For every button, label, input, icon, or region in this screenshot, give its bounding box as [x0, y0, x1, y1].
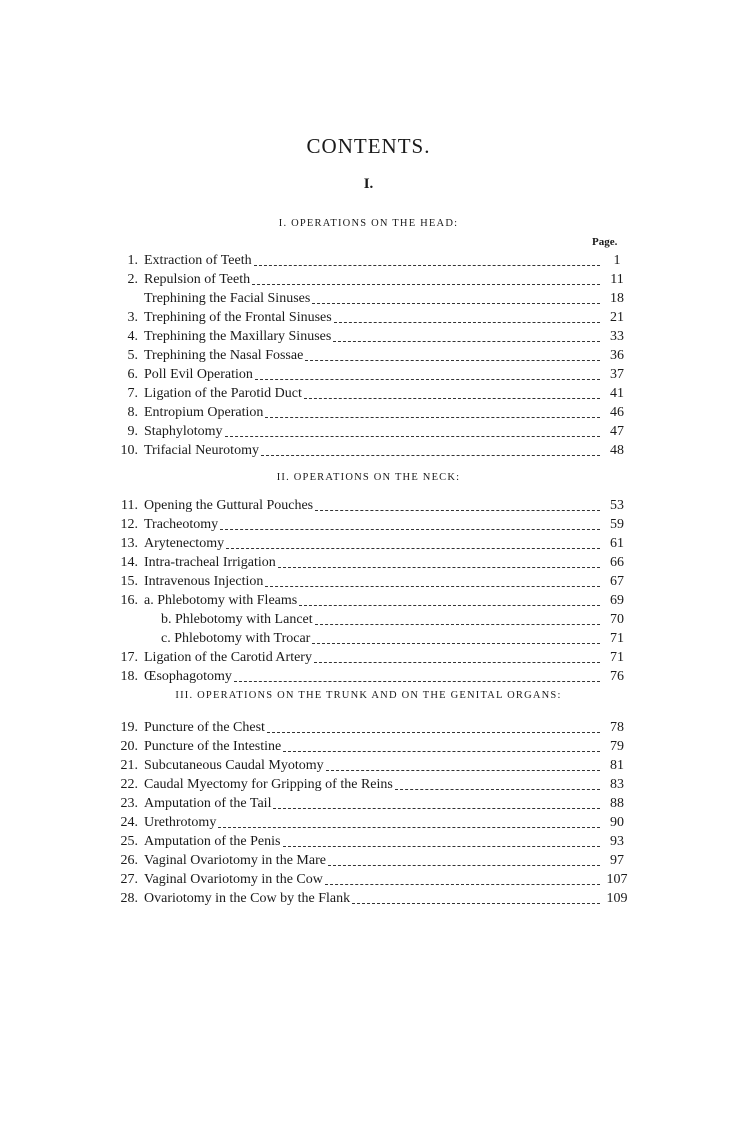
dot-leader — [334, 321, 600, 323]
entry-title: c. Phlebotomy with Trocar — [161, 631, 311, 646]
entry-title: Vaginal Ovariotomy in the Mare — [144, 853, 326, 868]
dot-leader — [261, 454, 600, 456]
entry-page: 97 — [610, 853, 624, 868]
entry-title: Arytenectomy — [144, 536, 225, 551]
entry-page: 93 — [610, 834, 624, 849]
entry-page: 81 — [610, 758, 624, 773]
entry-title: Tracheotomy — [144, 517, 219, 532]
entry-title: Extraction of Teeth — [144, 253, 252, 268]
toc-entry — [100, 667, 630, 686]
toc-entry — [100, 648, 630, 667]
entry-title: Subcutaneous Caudal Myotomy — [144, 758, 324, 773]
toc-entry — [100, 365, 630, 384]
page-title: CONTENTS. — [306, 134, 431, 158]
dot-leader — [255, 378, 600, 380]
entry-page: 48 — [610, 443, 624, 458]
entry-number: 6. — [127, 367, 138, 382]
dot-leader — [273, 807, 600, 809]
entry-page: 21 — [610, 310, 624, 325]
toc-entry — [100, 629, 630, 648]
entry-title: Ovariotomy in the Cow by the Flank — [144, 891, 351, 906]
entry-page: 90 — [610, 815, 624, 830]
dot-leader — [267, 731, 600, 733]
dot-leader — [254, 264, 600, 266]
dot-leader — [395, 788, 600, 790]
entry-page: 11 — [610, 272, 624, 287]
entry-number: 23. — [120, 796, 138, 811]
entry-title: Trephining the Nasal Fossae — [144, 348, 304, 363]
dot-leader — [234, 680, 600, 682]
dot-leader — [328, 864, 600, 866]
dot-leader — [265, 416, 600, 418]
entry-page: 78 — [610, 720, 624, 735]
entry-title: Intravenous Injection — [144, 574, 264, 589]
entry-title: Trifacial Neurotomy — [144, 443, 259, 458]
entry-page: 88 — [610, 796, 624, 811]
entry-page: 79 — [610, 739, 624, 754]
entry-page: 18 — [610, 291, 624, 306]
entry-number: 24. — [120, 815, 138, 830]
dot-leader — [225, 435, 600, 437]
entry-title: a. Phlebotomy with Fleams — [144, 593, 298, 608]
entry-number: 15. — [120, 574, 138, 589]
entry-title: Ligation of the Parotid Duct — [144, 386, 302, 401]
toc-entry — [100, 384, 630, 403]
entry-page: 83 — [610, 777, 624, 792]
entry-number: 12. — [120, 517, 138, 532]
dot-leader — [304, 397, 600, 399]
entry-title: Trephining the Maxillary Sinuses — [144, 329, 332, 344]
entry-title: Repulsion of Teeth — [144, 272, 251, 287]
entry-page: 109 — [606, 891, 628, 906]
entry-page: 33 — [610, 329, 624, 344]
entry-number: 11. — [121, 498, 138, 513]
entry-page: 66 — [610, 555, 624, 570]
dot-leader — [226, 547, 600, 549]
dot-leader — [352, 902, 600, 904]
dot-leader — [220, 528, 600, 530]
entry-page: 71 — [610, 650, 624, 665]
toc-entry — [100, 515, 630, 534]
entry-number: 3. — [127, 310, 138, 325]
toc-entry — [100, 403, 630, 422]
section-heading: I. OPERATIONS ON THE HEAD: — [278, 218, 459, 229]
entry-page: 46 — [610, 405, 624, 420]
dot-leader — [218, 826, 600, 828]
entry-number: 5. — [127, 348, 138, 363]
entry-title: Staphylotomy — [144, 424, 223, 439]
entry-page: 36 — [610, 348, 624, 363]
toc-entry — [100, 270, 630, 289]
toc-entry — [100, 553, 630, 572]
entry-number: 10. — [120, 443, 138, 458]
toc-entry — [100, 289, 630, 308]
entry-page: 61 — [610, 536, 624, 551]
entry-page: 107 — [606, 872, 628, 887]
toc-entry — [100, 422, 630, 441]
dot-leader — [326, 769, 600, 771]
entry-page: 67 — [610, 574, 624, 589]
entry-title: Entropium Operation — [144, 405, 264, 420]
entry-page: 1 — [613, 253, 621, 268]
entry-number: 26. — [120, 853, 138, 868]
entry-title: Caudal Myectomy for Gripping of the Reins — [144, 777, 393, 792]
page-column-label: Page. — [592, 236, 618, 248]
entry-title: Trephining the Facial Sinuses — [144, 291, 311, 306]
section-heading: II. OPERATIONS ON THE NECK: — [276, 472, 461, 483]
entry-title: Vaginal Ovariotomy in the Cow — [144, 872, 323, 887]
entry-number: 1. — [127, 253, 138, 268]
toc-entry — [100, 813, 630, 832]
toc-entry — [100, 496, 630, 515]
dot-leader — [315, 509, 600, 511]
entry-number: 4. — [127, 329, 138, 344]
entry-number: 19. — [120, 720, 138, 735]
part-number: I. — [363, 176, 374, 192]
toc-entry — [100, 534, 630, 553]
entry-number: 28. — [120, 891, 138, 906]
toc-entry — [100, 756, 630, 775]
entry-title: Amputation of the Penis — [144, 834, 281, 849]
entry-number: 20. — [120, 739, 138, 754]
entry-number: 14. — [120, 555, 138, 570]
entry-number: 18. — [120, 669, 138, 684]
entry-title: b. Phlebotomy with Lancet — [161, 612, 313, 627]
dot-leader — [314, 661, 600, 663]
entry-page: 37 — [610, 367, 624, 382]
toc-entry — [100, 308, 630, 327]
dot-leader — [305, 359, 600, 361]
toc-entry — [100, 889, 630, 908]
dot-leader — [312, 642, 600, 644]
entry-page: 70 — [610, 612, 624, 627]
dot-leader — [283, 845, 601, 847]
dot-leader — [299, 604, 600, 606]
entry-number: 8. — [127, 405, 138, 420]
entry-title: Ligation of the Carotid Artery — [144, 650, 312, 665]
toc-entry — [100, 794, 630, 813]
toc-entry — [100, 737, 630, 756]
entry-page: 69 — [610, 593, 624, 608]
toc-entry — [100, 718, 630, 737]
toc-entry — [100, 572, 630, 591]
toc-entry — [100, 775, 630, 794]
dot-leader — [333, 340, 600, 342]
entry-number: 25. — [120, 834, 138, 849]
toc-entry — [100, 610, 630, 629]
toc-entry — [100, 870, 630, 889]
dot-leader — [252, 283, 600, 285]
entry-number: 16. — [120, 593, 138, 608]
entry-page: 59 — [610, 517, 624, 532]
entry-page: 41 — [610, 386, 624, 401]
entry-number: 9. — [127, 424, 138, 439]
dot-leader — [315, 623, 600, 625]
entry-page: 53 — [610, 498, 624, 513]
toc-entry — [100, 251, 630, 270]
entry-number: 2. — [127, 272, 138, 287]
toc-entry — [100, 591, 630, 610]
entry-number: 21. — [120, 758, 138, 773]
entry-title: Amputation of the Tail — [144, 796, 272, 811]
entry-title: Œsophagotomy — [144, 669, 232, 684]
entry-title: Intra-tracheal Irrigation — [144, 555, 276, 570]
entry-title: Poll Evil Operation — [144, 367, 253, 382]
dot-leader — [325, 883, 600, 885]
dot-leader — [265, 585, 600, 587]
dot-leader — [312, 302, 600, 304]
entry-title: Urethrotomy — [144, 815, 217, 830]
entry-title: Trephining of the Frontal Sinuses — [144, 310, 332, 325]
entry-number: 27. — [120, 872, 138, 887]
toc-entry — [100, 441, 630, 460]
entry-title: Opening the Guttural Pouches — [144, 498, 314, 513]
entry-number: 7. — [127, 386, 138, 401]
dot-leader — [283, 750, 600, 752]
toc-entry — [100, 832, 630, 851]
entry-title: Puncture of the Intestine — [144, 739, 282, 754]
entry-number: 17. — [120, 650, 138, 665]
entry-title: Puncture of the Chest — [144, 720, 265, 735]
entry-number: 22. — [120, 777, 138, 792]
entry-page: 71 — [610, 631, 624, 646]
toc-entry — [100, 327, 630, 346]
section-heading: III. OPERATIONS ON THE TRUNK AND ON THE GENITAL ORGANS: — [175, 690, 562, 701]
entry-number: 13. — [120, 536, 138, 551]
entry-page: 47 — [610, 424, 624, 439]
entry-page: 76 — [610, 669, 624, 684]
toc-entry — [100, 851, 630, 870]
dot-leader — [278, 566, 600, 568]
toc-entry — [100, 346, 630, 365]
